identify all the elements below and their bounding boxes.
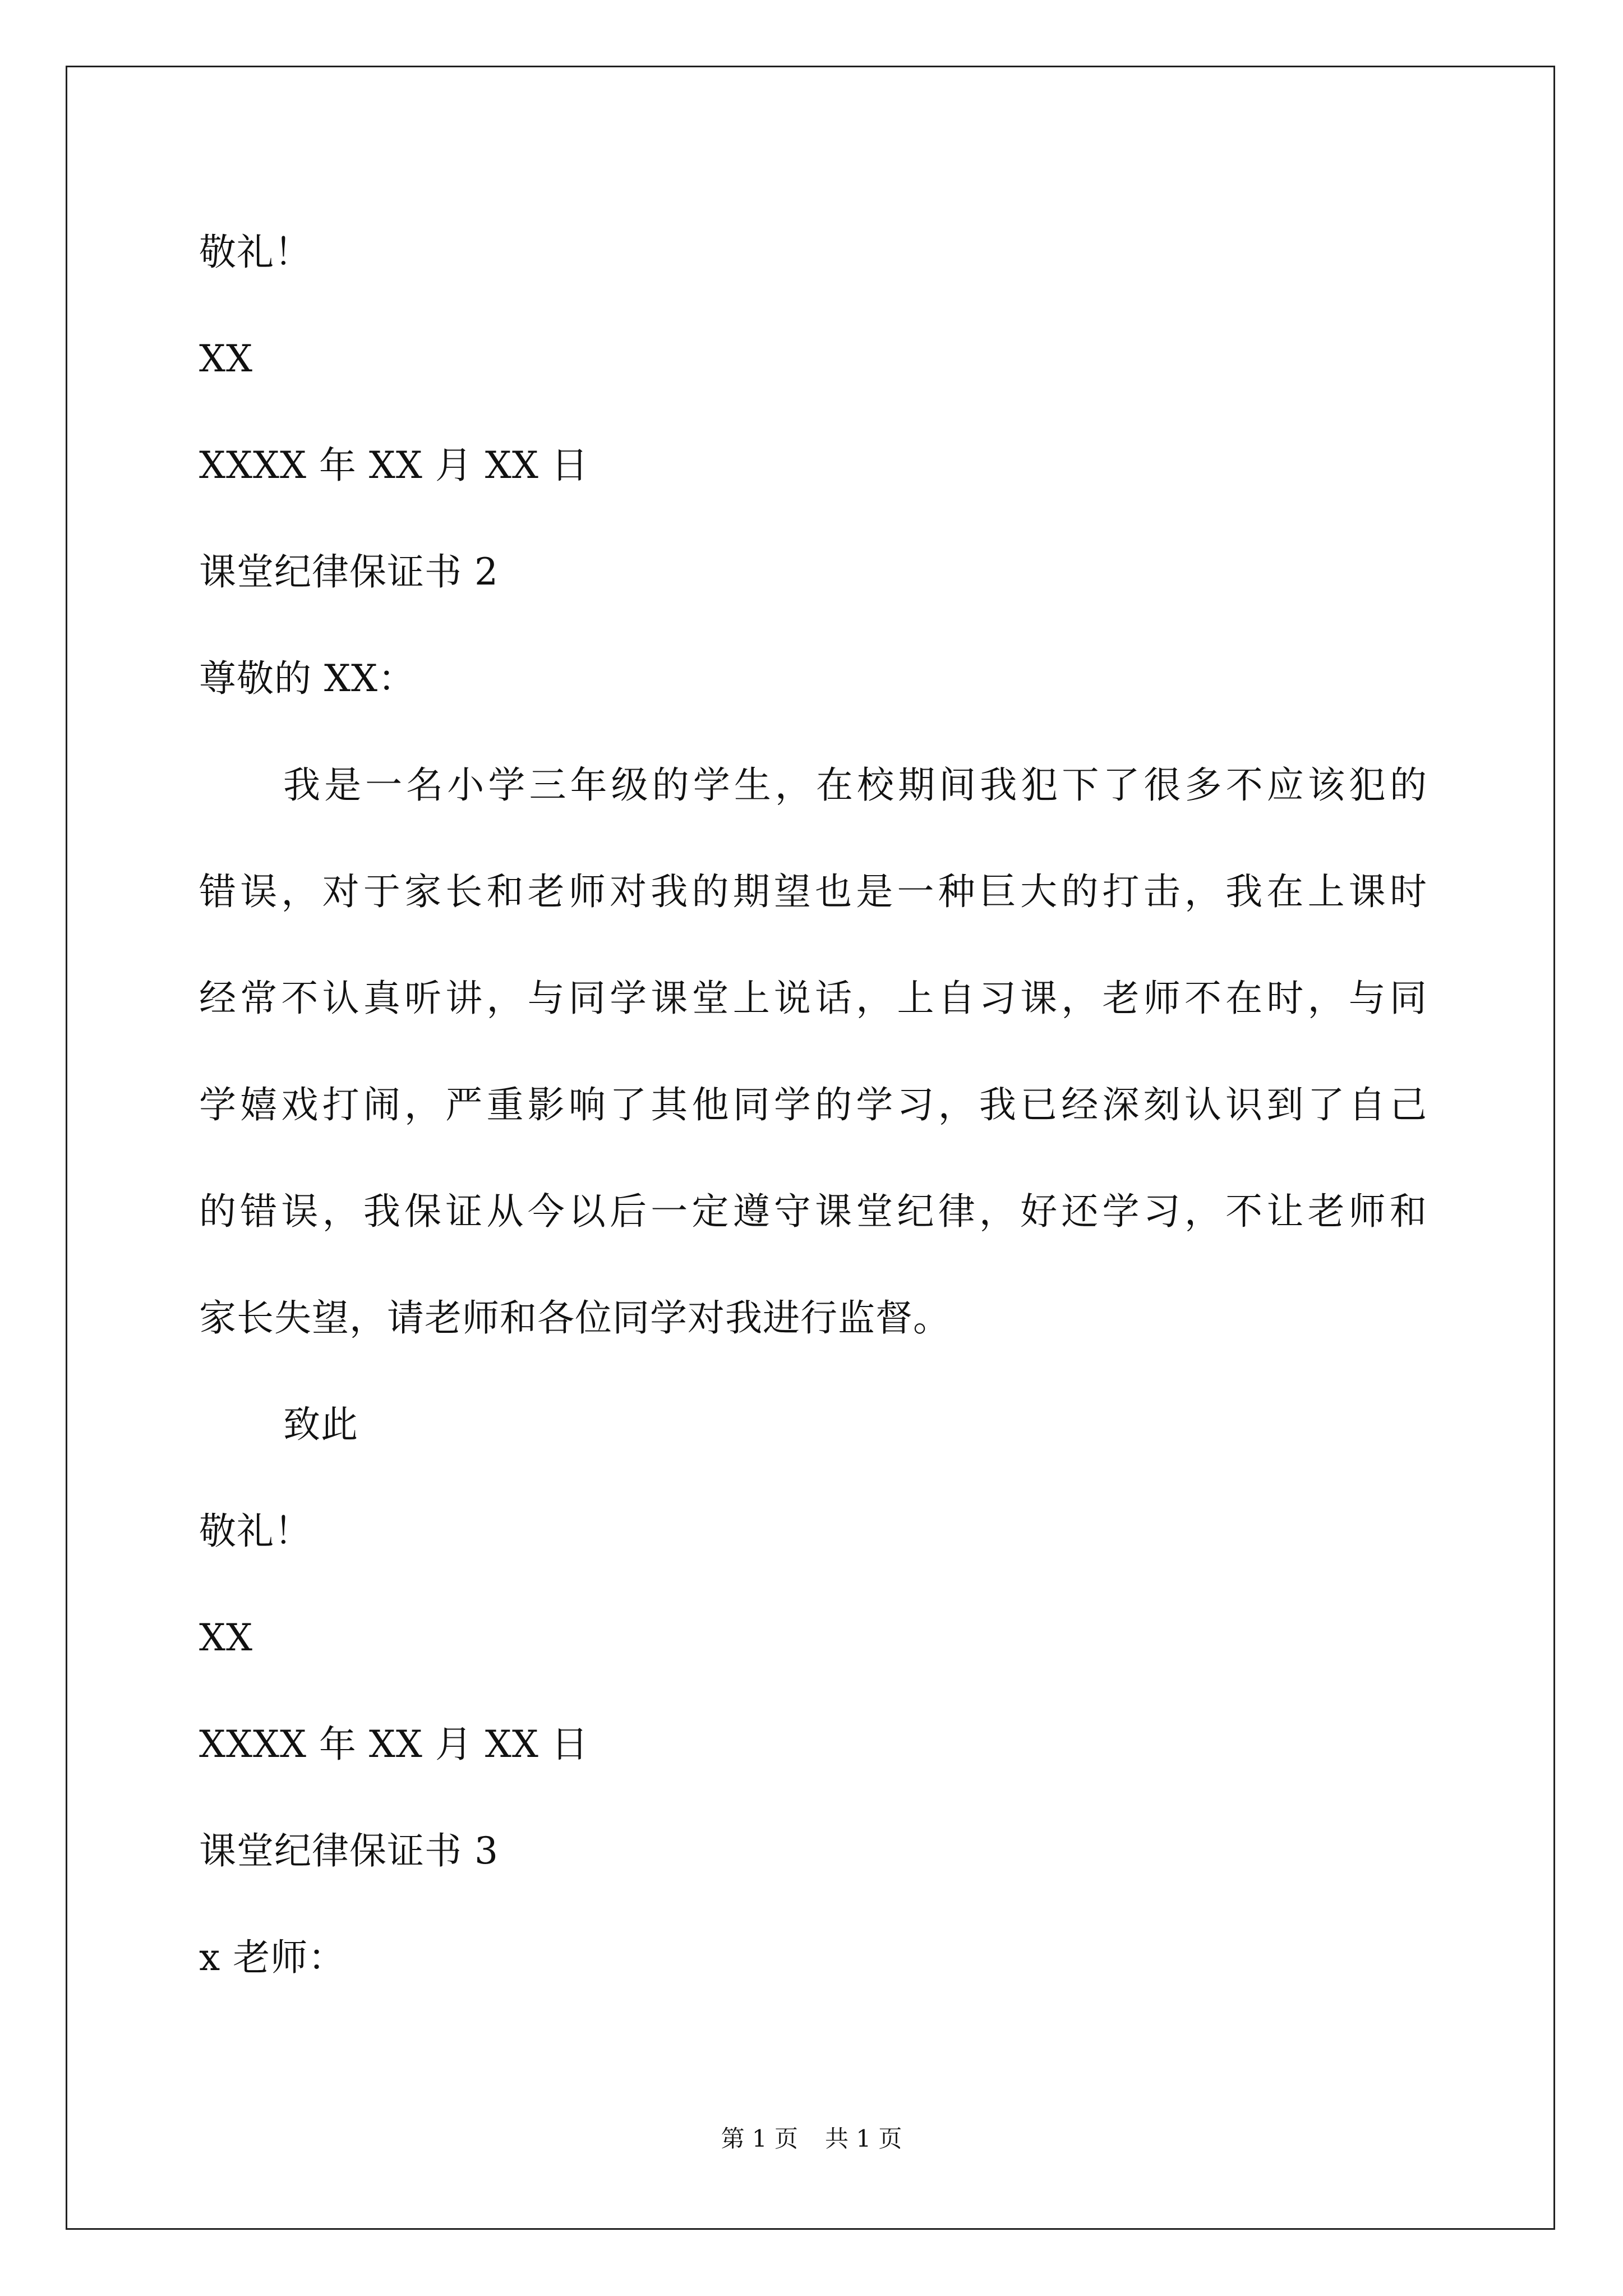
page-footer (0, 2123, 1623, 2155)
salutation: x 老师： (199, 1936, 346, 1979)
closing-phrase: 致此 (283, 1403, 358, 1446)
signature-date: XXXX 年 XX 月 XX 日 (199, 1723, 589, 1766)
paragraph-line: 学嬉戏打闹，严重影响了其他同学的学习，我已经深刻认识到了自己 (199, 1083, 1427, 1126)
salutation: 尊敬的 XX： (199, 657, 416, 700)
page-total: 共 1 页 (825, 2125, 902, 2152)
paragraph-line: 的错误，我保证从今以后一定遵守课堂纪律，好还学习，不让老师和 (199, 1190, 1427, 1233)
paragraph-line: 家长失望，请老师和各位同学对我进行监督。 (199, 1296, 951, 1340)
section-title: 课堂纪律保证书 3 (199, 1829, 499, 1872)
signature-date: XXXX 年 XX 月 XX 日 (199, 444, 589, 487)
paragraph-line: 我是一名小学三年级的学生，在校期间我犯下了很多不应该犯的 (283, 763, 1427, 807)
closing-salute: 敬礼！ (199, 231, 312, 274)
signature-name: XX (199, 337, 253, 380)
closing-salute: 敬礼！ (199, 1510, 312, 1553)
section-title: 课堂纪律保证书 2 (199, 550, 499, 593)
paragraph-line: 错误，对于家长和老师对我的期望也是一种巨大的打击，我在上课时 (199, 870, 1427, 913)
page-number: 第 1 页 (721, 2125, 798, 2152)
paragraph-line: 经常不认真听讲，与同学课堂上说话，上自习课，老师不在时，与同 (199, 977, 1427, 1020)
page-border (66, 66, 1555, 2230)
signature-name: XX (199, 1616, 253, 1659)
